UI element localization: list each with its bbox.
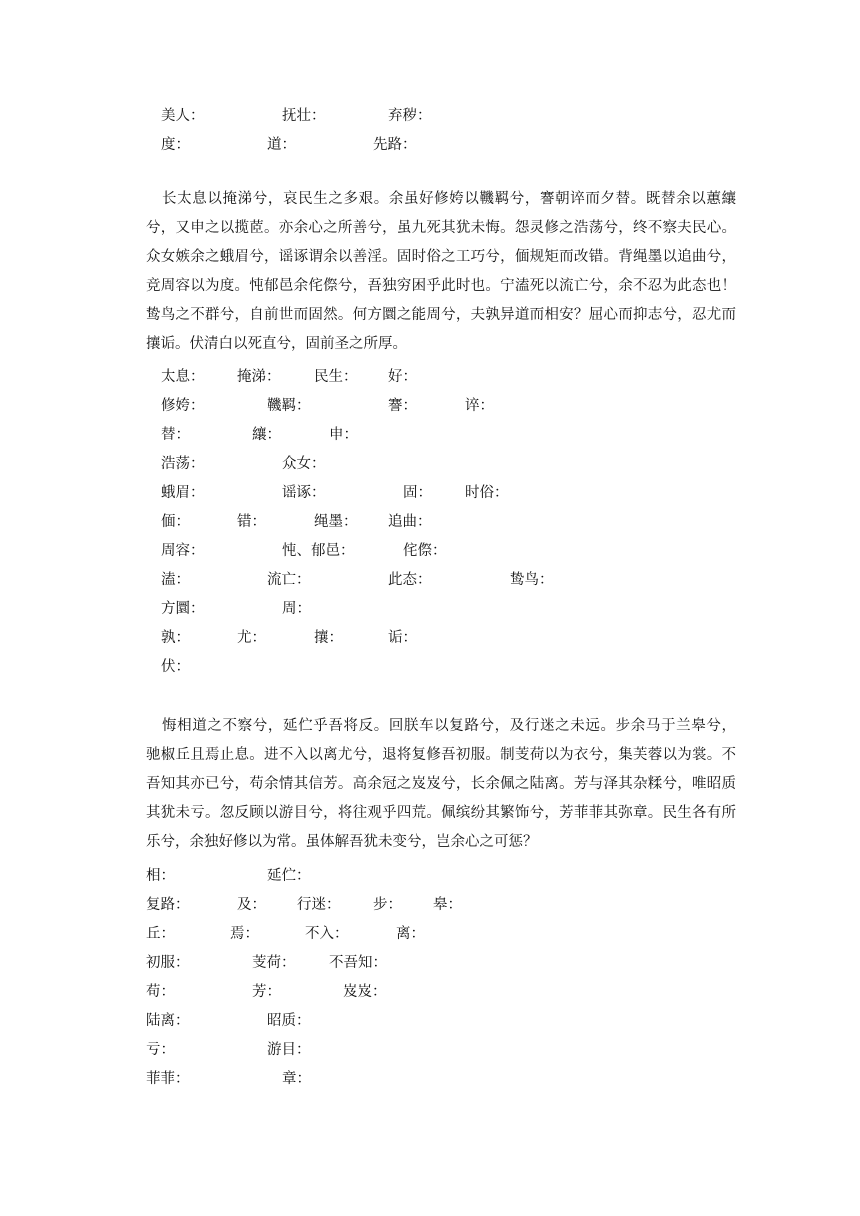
passage-line: 吾知其亦已兮，苟余情其信芳。高余冠之岌岌兮，长余佩之陆离。芳与泽其杂糅兮，唯昭质: [146, 776, 736, 792]
vocab-term: 相：: [146, 868, 175, 884]
vocab-term: 章：: [282, 1071, 311, 1087]
vocab-term: 鸷鸟：: [510, 572, 554, 588]
vocab-term: 芰荷：: [252, 955, 296, 971]
vocab-term: 错：: [237, 514, 266, 530]
vocab-term: 侘傺：: [403, 543, 447, 559]
vocab-term: 太息：: [161, 369, 205, 385]
vocab-term: 周容：: [161, 543, 205, 559]
vocab-term: 民生：: [314, 369, 358, 385]
passage-line: 竞周容以为度。忳郁邑余侘傺兮，吾独穷困乎此时也。宁溘死以流亡兮，余不忍为此态也！: [146, 278, 736, 294]
passage-line: 悔相道之不察兮，延伫乎吾将反。回朕车以复路兮，及行迷之未远。步余马于兰皋兮，: [162, 718, 736, 734]
passage-line: 众女嫉余之蛾眉兮，谣诼谓余以善淫。固时俗之工巧兮，偭规矩而改错。背绳墨以追曲兮，: [146, 249, 736, 265]
vocab-term: 替：: [161, 427, 190, 443]
vocab-term: 亏：: [146, 1042, 175, 1058]
passage-1: [146, 185, 736, 359]
vocab-term: 此态：: [388, 572, 432, 588]
vocab-term: 好：: [388, 369, 417, 385]
vocab-term: 道：: [267, 137, 296, 153]
vocab-term: 离：: [396, 926, 425, 942]
passage-line: 鸷鸟之不群兮，自前世而固然。何方圜之能周兮，夫孰异道而相安？屈心而抑志兮，忍尤而: [146, 307, 736, 323]
vocab-term: 诟：: [388, 630, 417, 646]
vocab-term: 步：: [373, 897, 402, 913]
vocab-term: 固：: [403, 485, 432, 501]
vocab-term: 游目：: [267, 1042, 311, 1058]
vocab-term: 时俗：: [465, 485, 509, 501]
vocab-term: 度：: [161, 137, 190, 153]
passage-2: [146, 712, 736, 857]
vocab-term: 周：: [282, 601, 311, 617]
vocab-term: 忳、郁邑：: [282, 543, 355, 559]
vocab-term: 绳墨：: [314, 514, 358, 530]
passage-line: 其犹未亏。忽反顾以游目兮，将往观乎四荒。佩缤纷其繁饰兮，芳菲菲其弥章。民生各有所: [146, 805, 736, 821]
vocab-term: 浩荡：: [161, 456, 205, 472]
vocab-term: 不入：: [305, 926, 349, 942]
vocab-term: 偭：: [161, 514, 190, 530]
vocab-term: 苟：: [146, 984, 175, 1000]
vocab-term: 流亡：: [267, 572, 311, 588]
vocab-term: 谣诼：: [282, 485, 326, 501]
vocab-term: 菲菲：: [146, 1071, 190, 1087]
vocab-term: 焉：: [230, 926, 259, 942]
passage-line: 攘诟。伏清白以死直兮，固前圣之所厚。: [146, 336, 407, 352]
vocab-term: 弃秽：: [388, 108, 432, 124]
vocab-term: 行迷：: [297, 897, 341, 913]
vocab-term: 追曲：: [388, 514, 432, 530]
passage-line: 长太息以掩涕兮，哀民生之多艰。余虽好修姱以鞿羁兮，謇朝谇而夕替。既替余以蕙纕: [162, 191, 736, 207]
vocab-term: 美人：: [161, 108, 205, 124]
vocab-term: 伏：: [161, 659, 190, 675]
passage-line: 兮，又申之以揽茝。亦余心之所善兮，虽九死其犹未悔。怨灵修之浩荡兮，终不察夫民心。: [146, 220, 736, 236]
vocab-term: 溘：: [161, 572, 190, 588]
vocab-term: 丘：: [146, 926, 175, 942]
vocab-term: 蛾眉：: [161, 485, 205, 501]
vocab-term: 及：: [237, 897, 266, 913]
vocab-term: 掩涕：: [237, 369, 281, 385]
passage-line: 驰椒丘且焉止息。进不入以离尤兮，退将复修吾初服。制芰荷以为衣兮，集芙蓉以为裳。不: [146, 747, 736, 763]
vocab-term: 孰：: [161, 630, 190, 646]
vocab-term: 修姱：: [161, 398, 205, 414]
vocab-term: 皋：: [433, 897, 462, 913]
vocab-term: 延伫：: [267, 868, 311, 884]
vocab-term: 鞿羁：: [267, 398, 311, 414]
vocab-term: 攘：: [314, 630, 343, 646]
vocab-term: 初服：: [146, 955, 190, 971]
vocab-term: 申：: [329, 427, 358, 443]
vocab-term: 芳：: [252, 984, 281, 1000]
vocab-term: 尤：: [237, 630, 266, 646]
vocab-term: 岌岌：: [343, 984, 387, 1000]
vocab-term: 抚壮：: [282, 108, 326, 124]
vocab-term: 先路：: [373, 137, 417, 153]
vocab-term: 众女：: [282, 456, 326, 472]
vocab-term: 謇：: [388, 398, 417, 414]
vocab-term: 方圜：: [161, 601, 205, 617]
vocab-term: 复路：: [146, 897, 190, 913]
vocab-term: 纕：: [252, 427, 281, 443]
passage-line: 乐兮，余独好修以为常。虽体解吾犹未变兮，岂余心之可惩？: [146, 834, 538, 850]
vocab-term: 不吾知：: [329, 955, 387, 971]
vocab-term: 陆离：: [146, 1013, 190, 1029]
vocab-term: 谇：: [465, 398, 494, 414]
vocab-term: 昭质：: [267, 1013, 311, 1029]
